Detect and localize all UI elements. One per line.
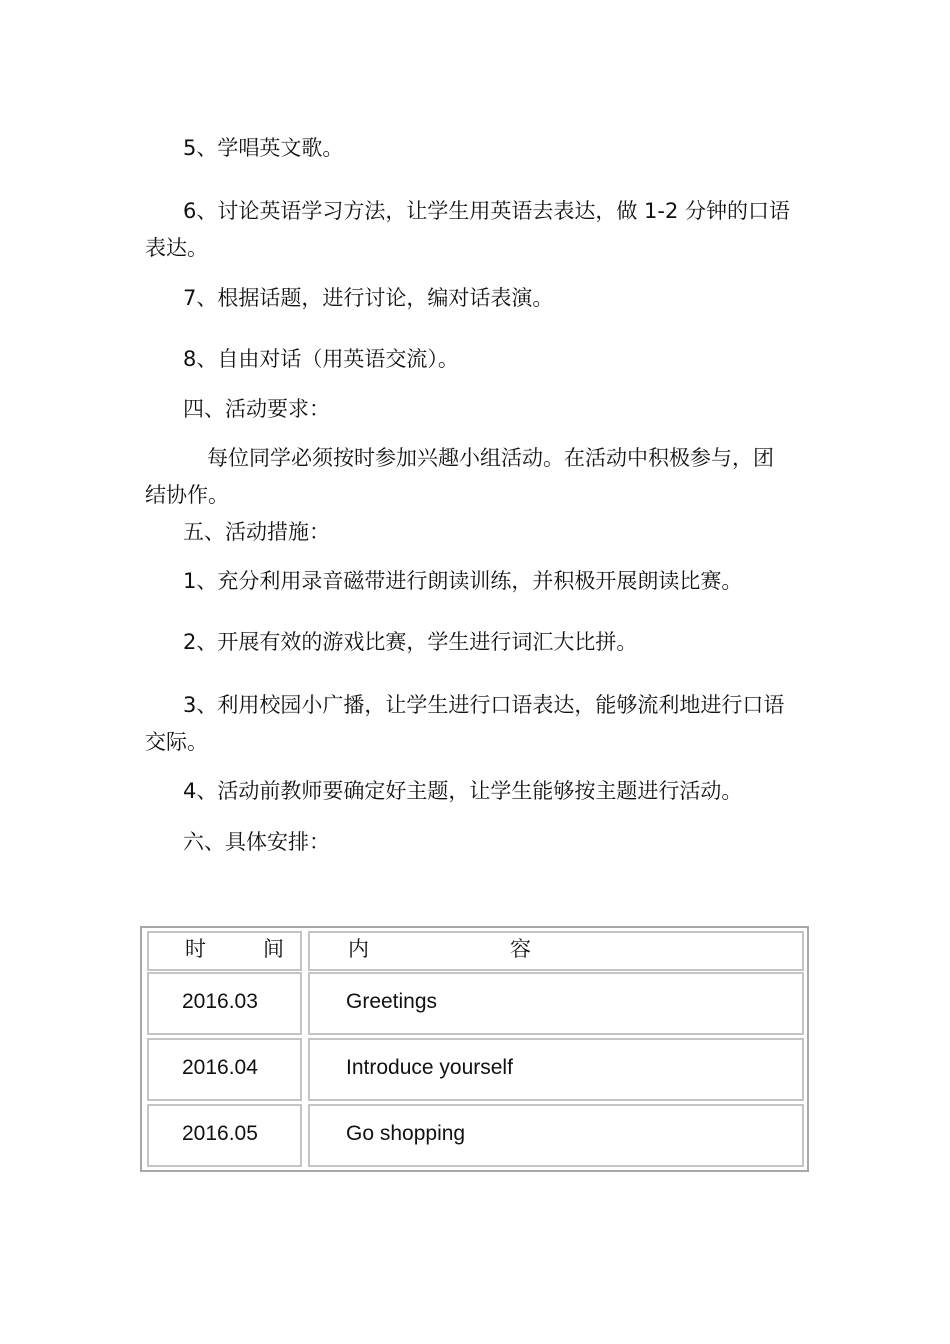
section-4-text-line-2: 结协作。 xyxy=(145,483,229,507)
table-row-1-content: Greetings xyxy=(346,990,438,1013)
header-content-char-2: 容 xyxy=(510,938,531,961)
table-row-3-content: Go shopping xyxy=(346,1122,466,1145)
table-row-1-date-cell xyxy=(147,972,302,1035)
section-5-heading: 五、活动措施： xyxy=(183,520,330,544)
item-5: 5、学唱英文歌。 xyxy=(183,136,344,160)
section-4-heading: 四、活动要求： xyxy=(183,397,330,421)
table-row-3-date-cell xyxy=(147,1104,302,1167)
table-row-2-content-cell xyxy=(308,1038,804,1101)
measure-2: 2、开展有效的游戏比赛，学生进行词汇大比拼。 xyxy=(183,630,638,654)
item-8: 8、自由对话（用英语交流）。 xyxy=(183,347,459,371)
measure-1: 1、充分利用录音磁带进行朗读训练，并积极开展朗读比赛。 xyxy=(183,569,743,593)
header-time-cell xyxy=(147,931,302,971)
section-6-heading: 六、具体安排： xyxy=(183,830,330,854)
header-content-char-1: 内 xyxy=(348,938,369,961)
table-row-3-date: 2016.05 xyxy=(182,1122,258,1145)
header-time-char-1: 时 xyxy=(185,938,206,961)
measure-3-line-1: 3、利用校园小广播，让学生进行口语表达，能够流利地进行口语 xyxy=(183,693,785,717)
section-4-text-line-1: 每位同学必须按时参加兴趣小组活动。在活动中积极参与，团 xyxy=(207,446,774,470)
item-6-line-2: 表达。 xyxy=(145,236,208,260)
header-time-char-2: 间 xyxy=(263,938,284,961)
table-row-2-content: Introduce yourself xyxy=(346,1056,513,1079)
measure-4: 4、活动前教师要确定好主题，让学生能够按主题进行活动。 xyxy=(183,779,743,803)
table-row-2-date-cell xyxy=(147,1038,302,1101)
table-row-3-content-cell xyxy=(308,1104,804,1167)
item-6-line-1: 6、讨论英语学习方法，让学生用英语去表达，做 1-2 分钟的口语 xyxy=(183,199,791,223)
measure-3-line-2: 交际。 xyxy=(145,730,208,754)
table-row-1-date: 2016.03 xyxy=(182,990,258,1013)
schedule-table xyxy=(140,926,809,1172)
table-row-1-content-cell xyxy=(308,972,804,1035)
table-row-2-date: 2016.04 xyxy=(182,1056,258,1079)
header-content-cell xyxy=(308,931,804,971)
item-7: 7、根据话题，进行讨论，编对话表演。 xyxy=(183,286,554,310)
